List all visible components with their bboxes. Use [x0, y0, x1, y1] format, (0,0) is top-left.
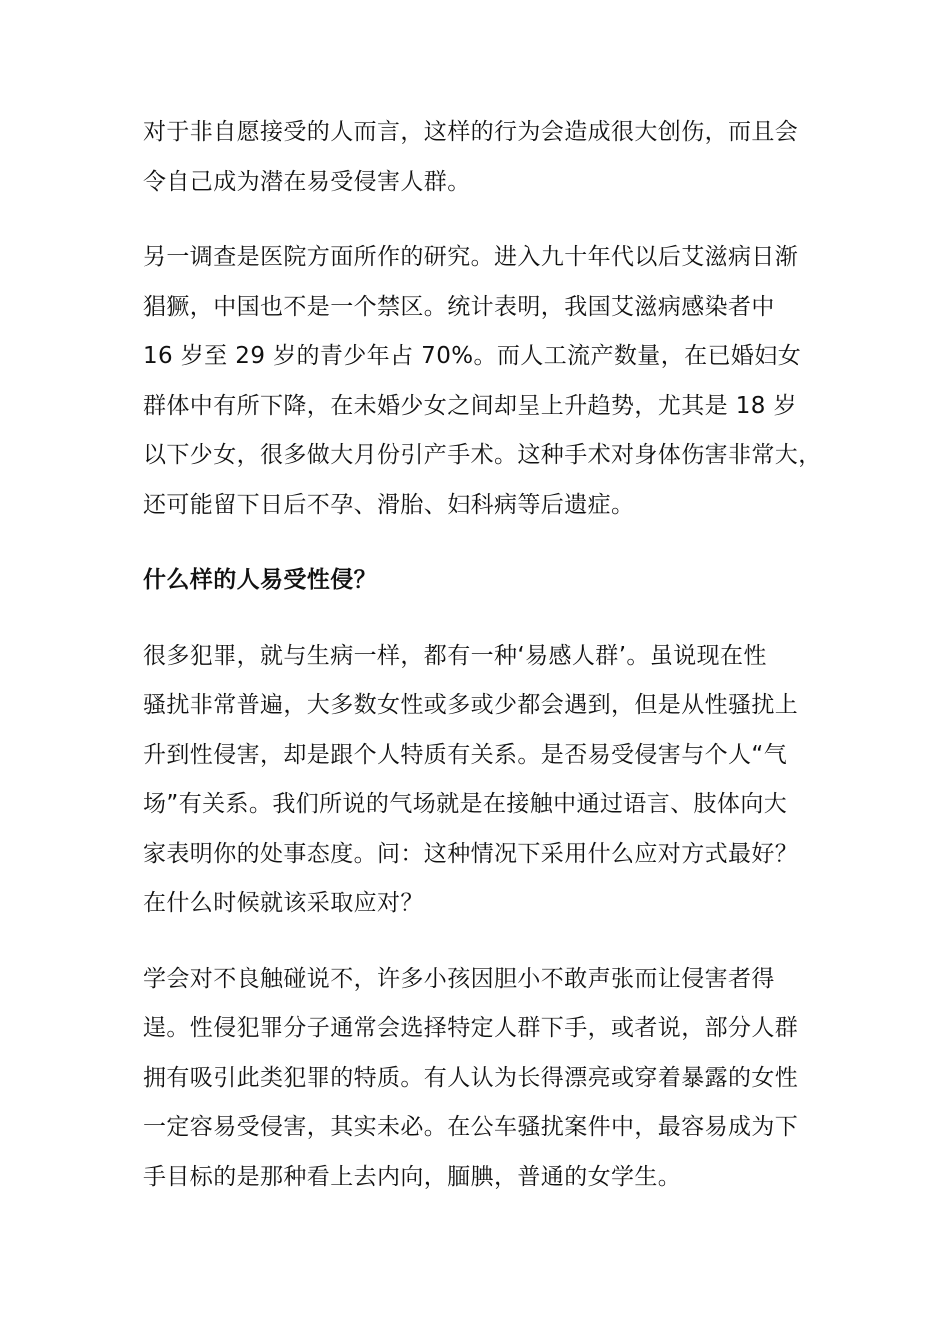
text-line: 16 岁至 29 岁的青少年占 70%。而人工流产数量，在已婚妇女 — [143, 343, 802, 369]
text-line: 对于非自愿接受的人而言，这样的行为会造成很大创伤，而且会 — [143, 119, 799, 145]
text-line: 猖獗，中国也不是一个禁区。统计表明，我国艾滋病感染者中 — [143, 293, 775, 320]
paragraph-1 — [143, 108, 813, 207]
paragraph-2 — [143, 233, 822, 530]
paragraph-4 — [143, 955, 813, 1203]
text-line: 场”有关系。我们所说的气场就是在接触中通过语言、肢体向大 — [143, 791, 788, 817]
text-line: 以下少女，很多做大月份引产手术。这种手术对身体伤害非常大， — [143, 442, 822, 468]
text-line: 群体中有所下降，在未婚少女之间却呈上升趋势，尤其是 18 岁 — [143, 392, 797, 419]
text-line: 骚扰非常普遍，大多数女性或多或少都会遇到，但是从性骚扰上 — [143, 692, 799, 718]
text-line: 手目标的是那种看上去内向，腼腆，普通的女学生。 — [143, 1163, 682, 1190]
text-line: 另一调查是医院方面所作的研究。进入九十年代以后艾滋病日渐 — [143, 244, 799, 270]
text-line: 在什么时候就该采取应对？ — [143, 890, 424, 916]
text-line: 令自己成为潜在易受侵害人群。 — [143, 168, 471, 195]
text-line: 很多犯罪，就与生病一样，都有一种‘易感人群’。虽说现在性 — [143, 642, 767, 669]
paragraph-3 — [143, 632, 813, 929]
text-line: 逞。性侵犯罪分子通常会选择特定人群下手，或者说，部分人群 — [143, 1015, 799, 1041]
text-line: 还可能留下日后不孕、滑胎、妇科病等后遗症。 — [143, 491, 635, 518]
text-line: 拥有吸引此类犯罪的特质。有人认为长得漂亮或穿着暴露的女性 — [143, 1064, 799, 1091]
text-line: 学会对不良触碰说不，许多小孩因胆小不敢声张而让侵害者得 — [143, 965, 775, 992]
text-line: 家表明你的处事态度。问：这种情况下采用什么应对方式最好？ — [143, 840, 799, 867]
document-body — [143, 108, 822, 1228]
text-line: 升到性侵害，却是跟个人特质有关系。是否易受侵害与个人“气 — [143, 741, 788, 768]
text-line: 一定容易受侵害，其实未必。在公车骚扰案件中，最容易成为下 — [143, 1114, 799, 1140]
section-heading: 什么样的人易受性侵？ — [143, 567, 377, 593]
